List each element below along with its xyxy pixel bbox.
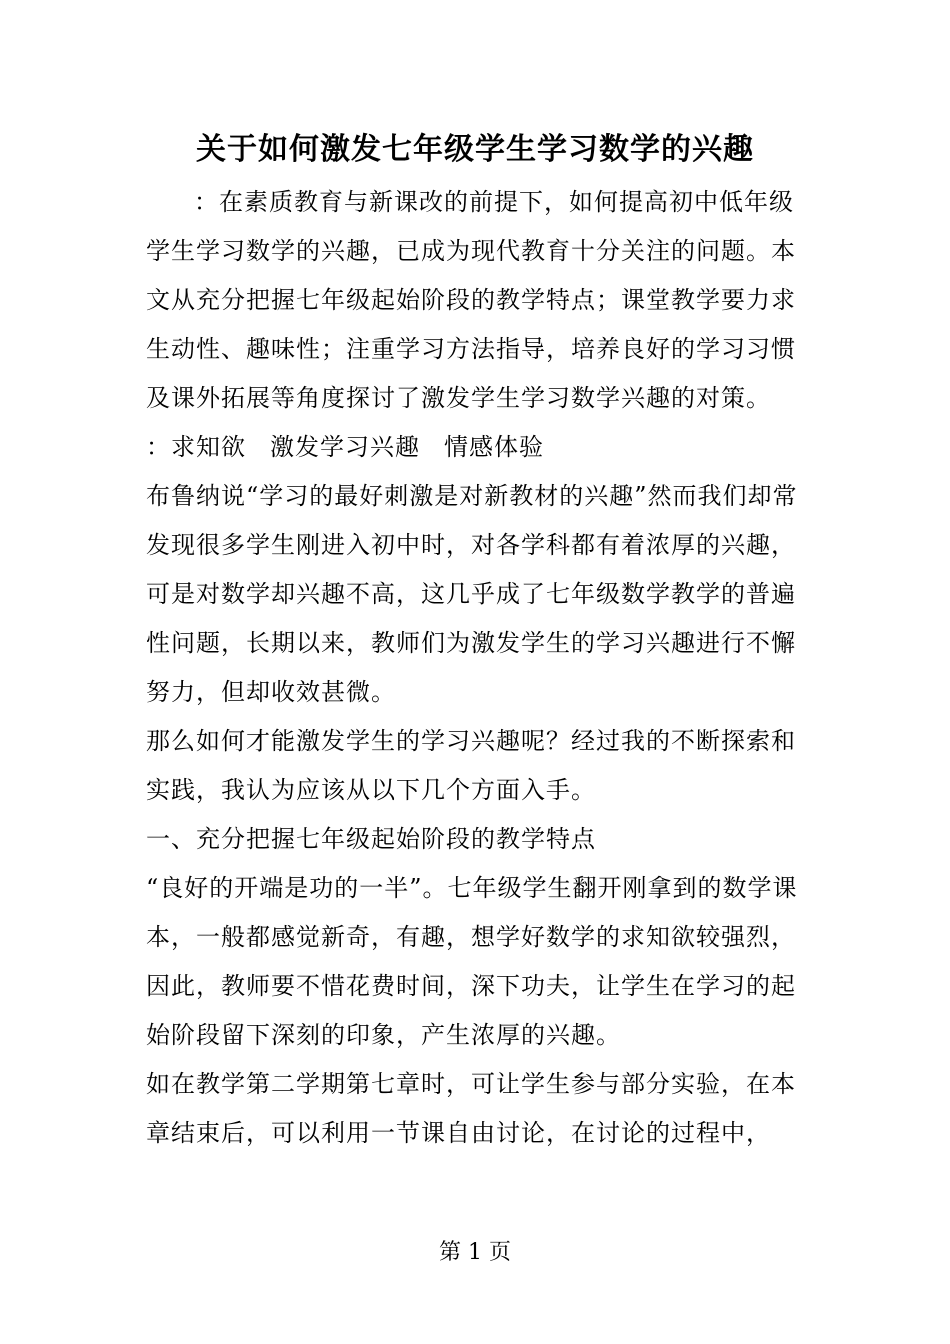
keyword: 激发学习兴趣 (270, 433, 420, 461)
body-paragraph: 如在教学第二学期第七章时，可让学生参与部分实验，在本章结束后，可以利用一节课自由讨论，在讨论的过程中， (146, 1070, 796, 1147)
body-paragraph: 那么如何才能激发学生的学习兴趣呢？经过我的不断探索和实践，我认为应该从以下几个方面入手。 (146, 727, 796, 804)
section-heading: 一、充分把握七年级起始阶段的教学特点 (146, 825, 596, 853)
keyword: 求知欲 (171, 433, 246, 461)
body-paragraph: “良好的开端是功的一半”。七年级学生翻开刚拿到的数学课本，一般都感觉新奇，有趣，想学好数学的求知欲较强烈，因此，教师要不惜花费时间，深下功夫，让学生在学习的起始阶段留下深刻的印象，产生浓厚的兴趣。 (146, 874, 798, 1049)
abstract-paragraph: ：在素质教育与新课改的前提下，如何提高初中低年级学生学习数学的兴趣，已成为现代教育十分关注的问题。本文从充分把握七年级起始阶段的教学特点；课堂教学要力求生动性、趣味性；注重学习方法指导，培养良好的学习习惯及课外拓展等角度探讨了激发学生学习数学兴趣的对策。 (146, 188, 796, 412)
keywords-line (146, 423, 806, 472)
keyword: 情感体验 (444, 433, 544, 461)
document-title: 关于如何激发七年级学生学习数学的兴趣 (196, 132, 754, 167)
page-number-footer: 第 1 页 (439, 1240, 511, 1265)
document-body (146, 178, 806, 1158)
body-paragraph: 布鲁纳说“学习的最好刺激是对新教材的兴趣”然而我们却常发现很多学生刚进入初中时，对各学科都有着浓厚的兴趣，可是对数学却兴趣不高，这几乎成了七年级数学教学的普遍性问题，长期以来，教师们为激发学生的学习兴趣进行不懈努力，但却收效甚微。 (146, 482, 798, 706)
keywords-prefix: ： (146, 433, 171, 461)
